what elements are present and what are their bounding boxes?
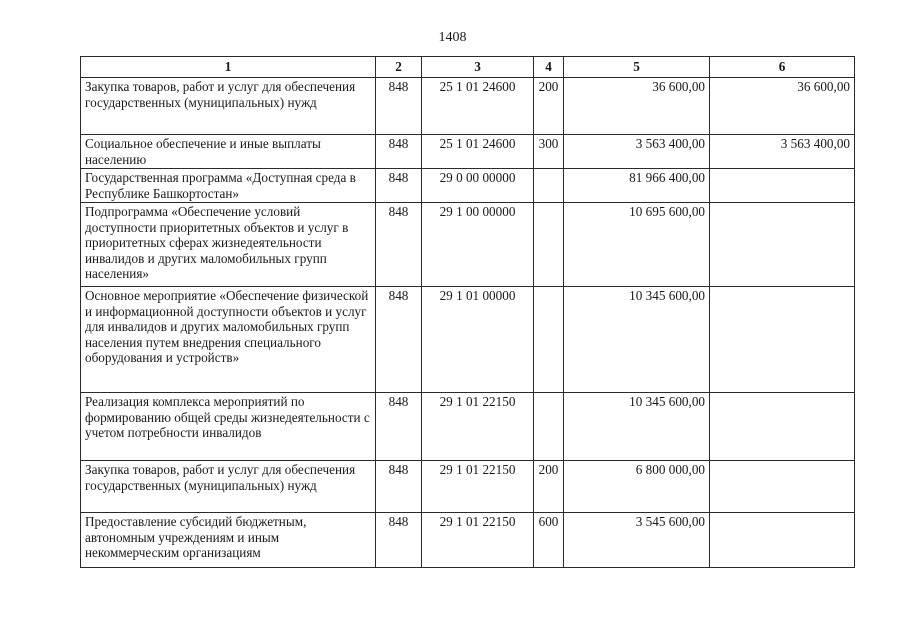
page-number: 1408: [438, 30, 467, 45]
row-amount: 3 563 400,00: [564, 135, 710, 169]
row-ministry-code: 848: [376, 461, 422, 513]
column-header-1: 1: [81, 57, 376, 78]
row-total: 36 600,00: [710, 78, 855, 135]
row-name: Государственная программа «Доступная среда в Республике Башкортостан»: [81, 169, 376, 203]
table-row: [81, 393, 855, 461]
row-amount: 3 545 600,00: [564, 513, 710, 568]
row-target-article: 25 1 01 24600: [422, 78, 534, 135]
column-header-6: 6: [710, 57, 855, 78]
budget-table: [80, 56, 855, 568]
row-expense-type: [534, 393, 564, 461]
row-total: [710, 461, 855, 513]
column-header-4: 4: [534, 57, 564, 78]
row-name: Закупка товаров, работ и услуг для обеспечения государственных (муниципальных) нужд: [81, 78, 376, 135]
row-target-article: 29 1 01 00000: [422, 287, 534, 393]
column-header-3: 3: [422, 57, 534, 78]
row-total: [710, 513, 855, 568]
row-total: [710, 393, 855, 461]
row-name: Предоставление субсидий бюджетным, автономным учреждениям и иным некоммерческим организациям: [81, 513, 376, 568]
row-amount: 36 600,00: [564, 78, 710, 135]
row-expense-type: 600: [534, 513, 564, 568]
row-ministry-code: 848: [376, 513, 422, 568]
column-header-5: 5: [564, 57, 710, 78]
row-target-article: 29 1 00 00000: [422, 203, 534, 287]
row-name: Подпрограмма «Обеспечение условий доступности приоритетных объектов и услуг в приоритетных сферах жизнедеятельности инвалидов и других маломобильных групп населения»: [81, 203, 376, 287]
column-header-2: 2: [376, 57, 422, 78]
row-ministry-code: 848: [376, 393, 422, 461]
table-row: [81, 135, 855, 169]
row-expense-type: 200: [534, 78, 564, 135]
row-ministry-code: 848: [376, 287, 422, 393]
row-amount: 10 345 600,00: [564, 287, 710, 393]
table-row: [81, 287, 855, 393]
table-header-row: [81, 57, 855, 78]
row-name: Основное мероприятие «Обеспечение физической и информационной доступности объектов и услуг для инвалидов и других маломобильных групп населения путем внедрения специального оборудования и устройств»: [81, 287, 376, 393]
row-ministry-code: 848: [376, 203, 422, 287]
row-total: [710, 169, 855, 203]
row-total: [710, 203, 855, 287]
row-name: Реализация комплекса мероприятий по формированию общей среды жизнедеятельности с учетом потребности инвалидов: [81, 393, 376, 461]
row-amount: 10 695 600,00: [564, 203, 710, 287]
row-expense-type: [534, 169, 564, 203]
row-target-article: 25 1 01 24600: [422, 135, 534, 169]
row-target-article: 29 1 01 22150: [422, 461, 534, 513]
row-target-article: 29 1 01 22150: [422, 393, 534, 461]
row-expense-type: 300: [534, 135, 564, 169]
row-target-article: 29 0 00 00000: [422, 169, 534, 203]
row-total: 3 563 400,00: [710, 135, 855, 169]
table-row: [81, 78, 855, 135]
row-ministry-code: 848: [376, 169, 422, 203]
row-amount: 81 966 400,00: [564, 169, 710, 203]
row-ministry-code: 848: [376, 135, 422, 169]
row-name: Социальное обеспечение и иные выплаты населению: [81, 135, 376, 169]
row-expense-type: [534, 287, 564, 393]
table-row: [81, 513, 855, 568]
table-row: [81, 461, 855, 513]
row-target-article: 29 1 01 22150: [422, 513, 534, 568]
row-total: [710, 287, 855, 393]
row-name: Закупка товаров, работ и услуг для обеспечения государственных (муниципальных) нужд: [81, 461, 376, 513]
row-expense-type: [534, 203, 564, 287]
table-row: [81, 169, 855, 203]
table-row: [81, 203, 855, 287]
row-amount: 10 345 600,00: [564, 393, 710, 461]
row-amount: 6 800 000,00: [564, 461, 710, 513]
row-ministry-code: 848: [376, 78, 422, 135]
row-expense-type: 200: [534, 461, 564, 513]
